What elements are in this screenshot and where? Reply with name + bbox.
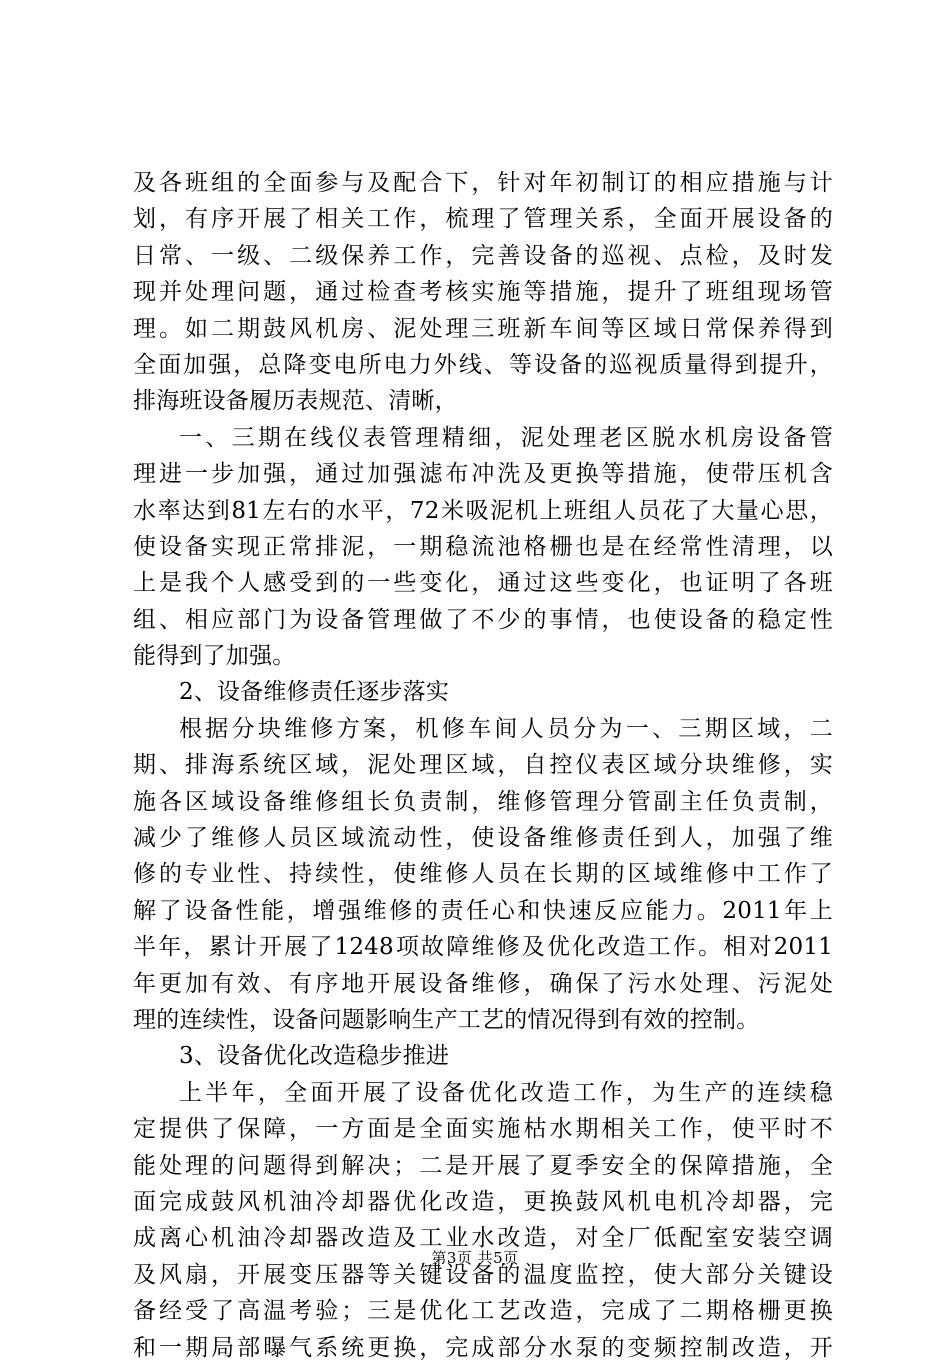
text-line: 根据分块维修方案，机修车间人员分为一、三期区域，二 — [179, 715, 833, 742]
text-line: 备经受了高温考验；三是优化工艺改造，完成了二期格栅更换 — [133, 1298, 833, 1325]
text-line: 理进一步加强，通过加强滤布冲洗及更换等措施，使带压机含 — [133, 461, 833, 488]
text-line: 能得到了加强。 — [133, 643, 296, 670]
text-line: 和一期局部曝气系统更换，完成部分水泵的变频控制改造，开 — [133, 1334, 833, 1361]
text-line: 定提供了保障，一方面是全面实施枯水期相关工作，使平时不 — [133, 1116, 833, 1143]
text-line: 3、设备优化改造稳步推进 — [179, 1043, 450, 1070]
text-line: 上半年，全面开展了设备优化改造工作，为生产的连续稳 — [179, 1079, 833, 1106]
text-line: 半年，累计开展了1248项故障维修及优化改造工作。相对2011 — [133, 934, 833, 961]
text-line: 上是我个人感受到的一些变化，通过这些变化，也证明了各班 — [133, 570, 833, 597]
text-line: 理。如二期鼓风机房、泥处理三班新车间等区域日常保养得到 — [133, 315, 833, 342]
text-line: 水率达到81左右的水平，72米吸泥机上班组人员花了大量心思， — [133, 497, 833, 524]
text-line: 2、设备维修责任逐步落实 — [179, 679, 450, 706]
text-line: 成离心机油冷却器改造及工业水改造，对全厂低配室安装空调 — [133, 1225, 833, 1252]
text-line: 全面加强，总降变电所电力外线、等设备的巡视质量得到提升， — [133, 351, 833, 378]
document-body — [133, 165, 833, 1366]
page-footer: 第3页 共5页 — [431, 1249, 519, 1267]
text-line: 修的专业性、持续性，使维修人员在长期的区域维修中工作了 — [133, 861, 833, 888]
text-line: 解了设备性能，增强维修的责任心和快速反应能力。2011年上 — [133, 897, 833, 924]
text-line: 年更加有效、有序地开展设备维修，确保了污水处理、污泥处 — [133, 970, 833, 997]
text-line: 期、排海系统区域，泥处理区域，自控仪表区域分块维修，实 — [133, 752, 833, 779]
text-line: 施各区域设备维修组长负责制，维修管理分管副主任负责制， — [133, 788, 833, 815]
text-line: 能处理的问题得到解决；二是开展了夏季安全的保障措施，全 — [133, 1152, 833, 1179]
text-line: 及各班组的全面参与及配合下，针对年初制订的相应措施与计 — [133, 170, 833, 196]
text-line: 理的连续性，设备问题影响生产工艺的情况得到有效的控制。 — [133, 1006, 760, 1033]
text-line: 划，有序开展了相关工作，梳理了管理关系，全面开展设备的 — [133, 206, 833, 233]
text-line: 使设备实现正常排泥，一期稳流池格栅也是在经常性清理，以 — [133, 533, 833, 560]
text-line: 及风扇，开展变压器等关键设备的温度监控，使大部分关键设 — [133, 1261, 833, 1288]
text-line: 现并处理问题，通过检查考核实施等措施，提升了班组现场管 — [133, 279, 833, 306]
text-line: 减少了维修人员区域流动性，使设备维修责任到人，加强了维 — [133, 825, 833, 852]
text-line: 组、相应部门为设备管理做了不少的事情，也使设备的稳定性 — [133, 606, 833, 633]
text-line: 面完成鼓风机油冷却器优化改造，更换鼓风机电机冷却器，完 — [133, 1188, 833, 1215]
text-line: 排海班设备履历表规范、清晰， — [133, 388, 458, 415]
text-line: 日常、一级、二级保养工作，完善设备的巡视、点检，及时发 — [133, 242, 833, 269]
text-line: 一、三期在线仪表管理精细，泥处理老区脱水机房设备管 — [179, 424, 833, 451]
